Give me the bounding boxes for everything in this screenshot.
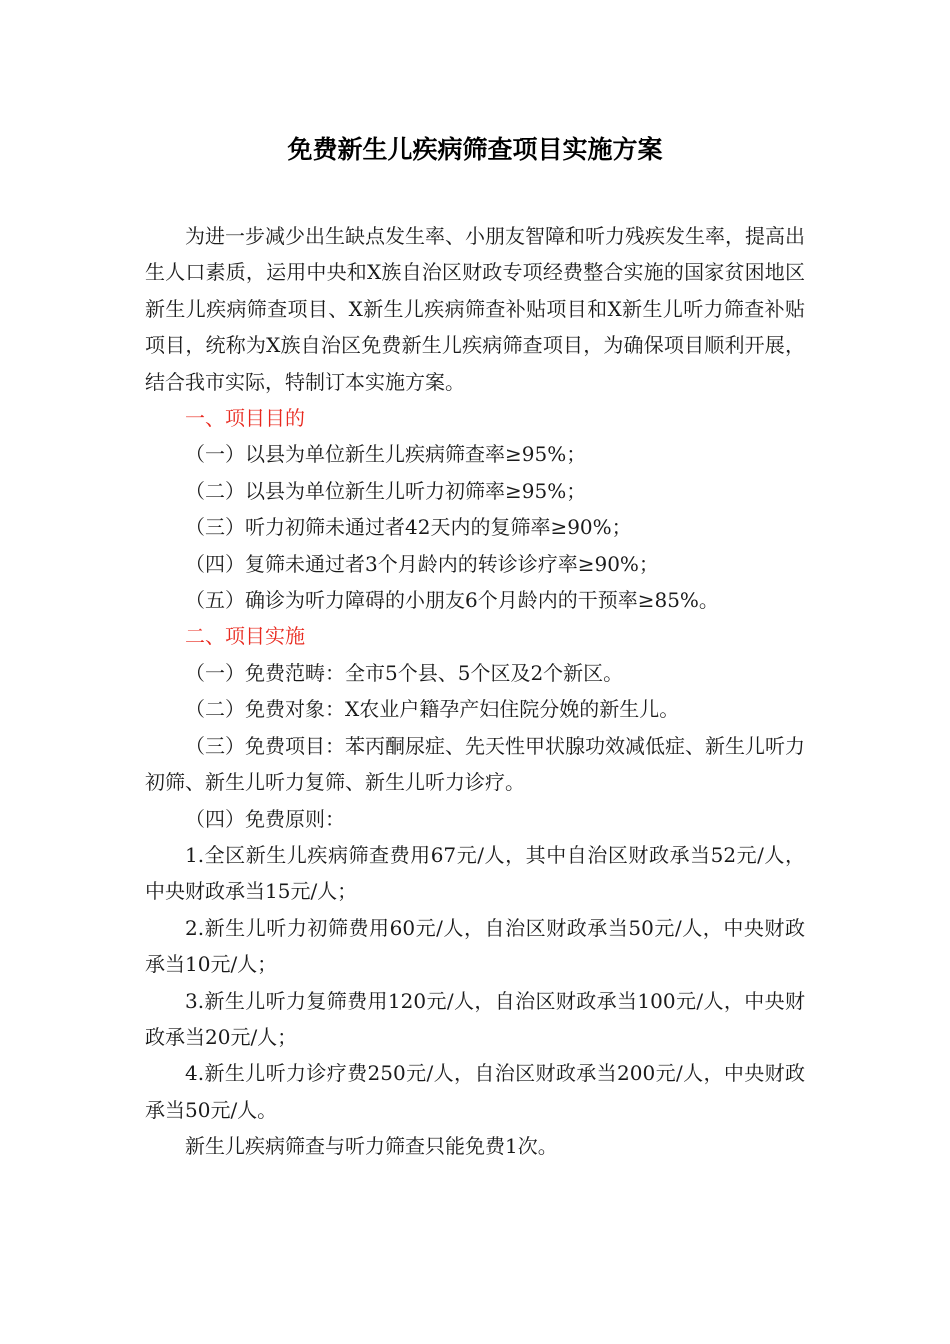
fee-item: 1.全区新生儿疾病筛查费用67元/人，其中自治区财政承当52元/人，中央财政承当15元/人；	[145, 842, 805, 904]
implementation-item: （四）免费原则：	[185, 806, 345, 831]
section-heading-implementation: 二、项目实施	[185, 624, 305, 649]
document-title: 免费新生儿疾病筛查项目实施方案	[287, 135, 663, 164]
objective-item: （一）以县为单位新生儿疾病筛查率≥95%；	[185, 442, 587, 467]
section-heading-objectives: 一、项目目的	[185, 406, 305, 431]
objective-item: （四）复筛未通过者3个月龄内的转诊诊疗率≥90%；	[185, 551, 659, 576]
implementation-item: （二）免费对象：X农业户籍孕产妇住院分娩的新生儿。	[185, 697, 680, 722]
fee-item: 3.新生儿听力复筛费用120元/人，自治区财政承当100元/人，中央财政承当20元/人；	[145, 988, 805, 1049]
implementation-item: （三）免费项目：苯丙酮尿症、先天性甲状腺功效减低症、新生儿听力初筛、新生儿听力复筛、新生儿听力诊疗。	[145, 733, 805, 795]
document-body	[145, 218, 805, 1165]
fee-item: 2.新生儿听力初筛费用60元/人，自治区财政承当50元/人，中央财政承当10元/人；	[145, 915, 805, 977]
closing-note: 新生儿疾病筛查与听力筛查只能免费1次。	[185, 1134, 558, 1159]
intro-paragraph: 为进一步减少出生缺点发生率、小朋友智障和听力残疾发生率，提高出生人口素质，运用中央和X族自治区财政专项经费整合实施的国家贫困地区新生儿疾病筛查项目、X新生儿疾病筛查补贴项目和X新生儿听力筛查补贴项目，统称为X族自治区免费新生儿疾病筛查项目，为确保项目顺利开展，结合我市实际，特制订本实施方案。	[145, 224, 805, 394]
objective-item: （三）听力初筛未通过者42天内的复筛率≥90%；	[185, 515, 632, 540]
implementation-item: （一）免费范畴：全市5个县、5个区及2个新区。	[185, 660, 624, 685]
objective-item: （五）确诊为听力障碍的小朋友6个月龄内的干预率≥85%。	[185, 588, 719, 613]
fee-item: 4.新生儿听力诊疗费250元/人，自治区财政承当200元/人，中央财政承当50元/人。	[145, 1061, 805, 1122]
objective-item: （二）以县为单位新生儿听力初筛率≥95%；	[185, 478, 587, 503]
